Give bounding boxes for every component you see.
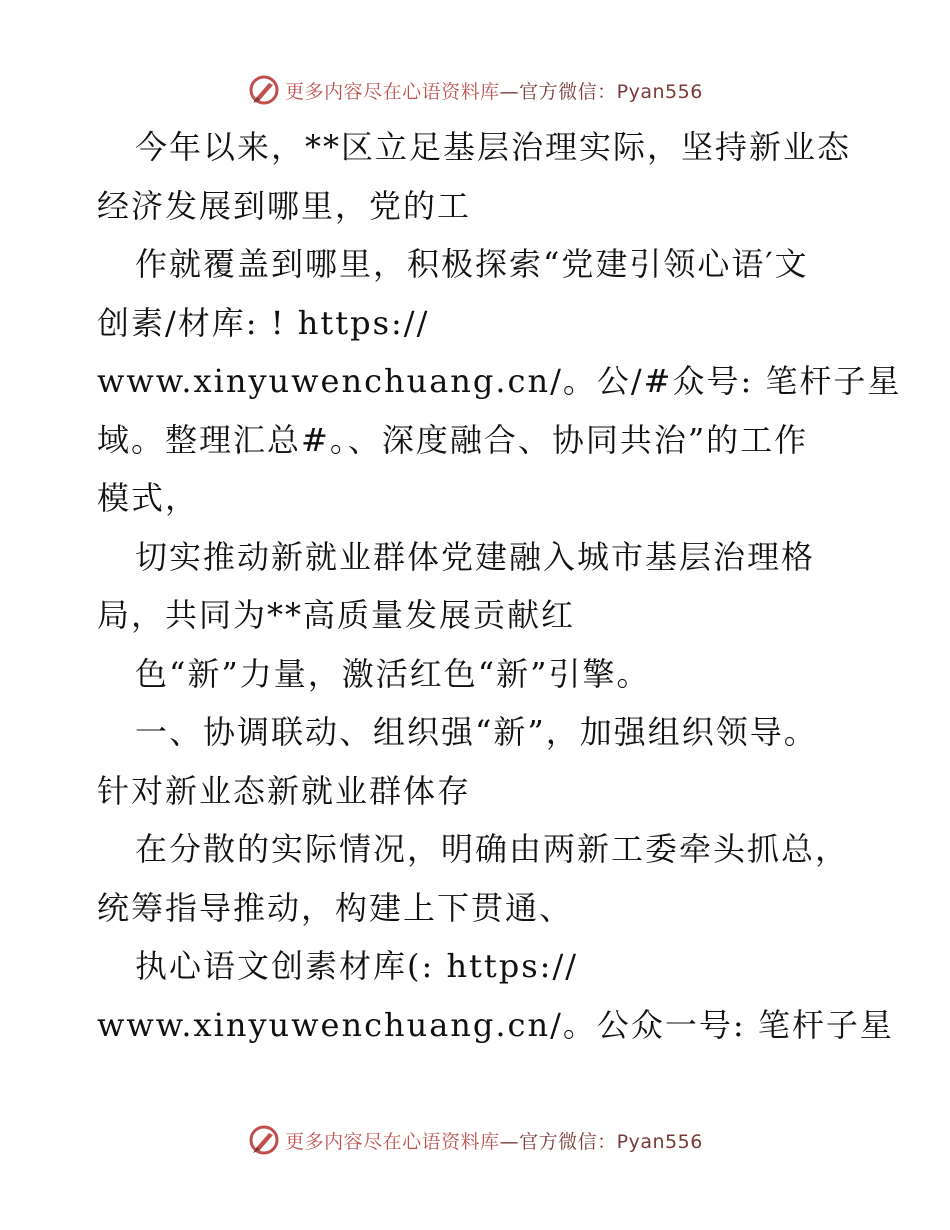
body-line: 执心语文创素材库(: https:// (135, 947, 579, 985)
body-line: 在分散的实际情况，明确由两新工委牵头抓总， (135, 830, 850, 868)
body-line: 局，共同为**高质量发展贡献红 (97, 596, 576, 634)
footer-watermark-text (285, 1127, 703, 1154)
body-line: www.xinyuwenchuang.cn/。公/#众号: 笔杆子星 (97, 362, 902, 400)
body-line: 创素/材库: ! https:// (97, 303, 430, 342)
body-line: 模式， (97, 479, 200, 517)
body-line: 今年以来，**区立足基层治理实际，坚持新业态 (135, 128, 852, 166)
body-line: 针对新业态新就业群体存 (97, 771, 472, 810)
body-line: 作就覆盖到哪里，积极探索“党建引领心语′文 (135, 245, 809, 283)
header-watermark-main: 更多内容尽在心语资料库 (285, 80, 500, 103)
body-line: 切实推动新就业群体党建融入城市基层治理格 (135, 537, 816, 576)
footer-watermark-contact: —官方微信：Pyan556 (499, 1130, 703, 1153)
body-line: 统筹指导推动，构建上下贯通、 (97, 888, 574, 927)
footer-watermark-banner (0, 1120, 950, 1160)
pen-logo-icon (247, 73, 281, 107)
header-watermark-contact: —官方微信：Pyan556 (499, 80, 703, 103)
body-line: 经济发展到哪里，党的工 (97, 186, 472, 225)
header-watermark-text (285, 77, 703, 104)
body-line: www.xinyuwenchuang.cn/。公众一号: 笔杆子星 (97, 1005, 894, 1044)
document-body (97, 118, 902, 1054)
body-line: 色“新”力量，激活红色“新”引擎。 (135, 654, 651, 693)
footer-watermark-main: 更多内容尽在心语资料库 (285, 1130, 500, 1153)
pen-logo-icon (247, 1123, 281, 1157)
body-line: 域。整理汇总#。、深度融合、协同共治”的工作 (97, 420, 809, 459)
body-line: 一、协调联动、组织强“新”，加强组织领导。 (135, 713, 818, 751)
header-watermark-banner (0, 70, 950, 110)
